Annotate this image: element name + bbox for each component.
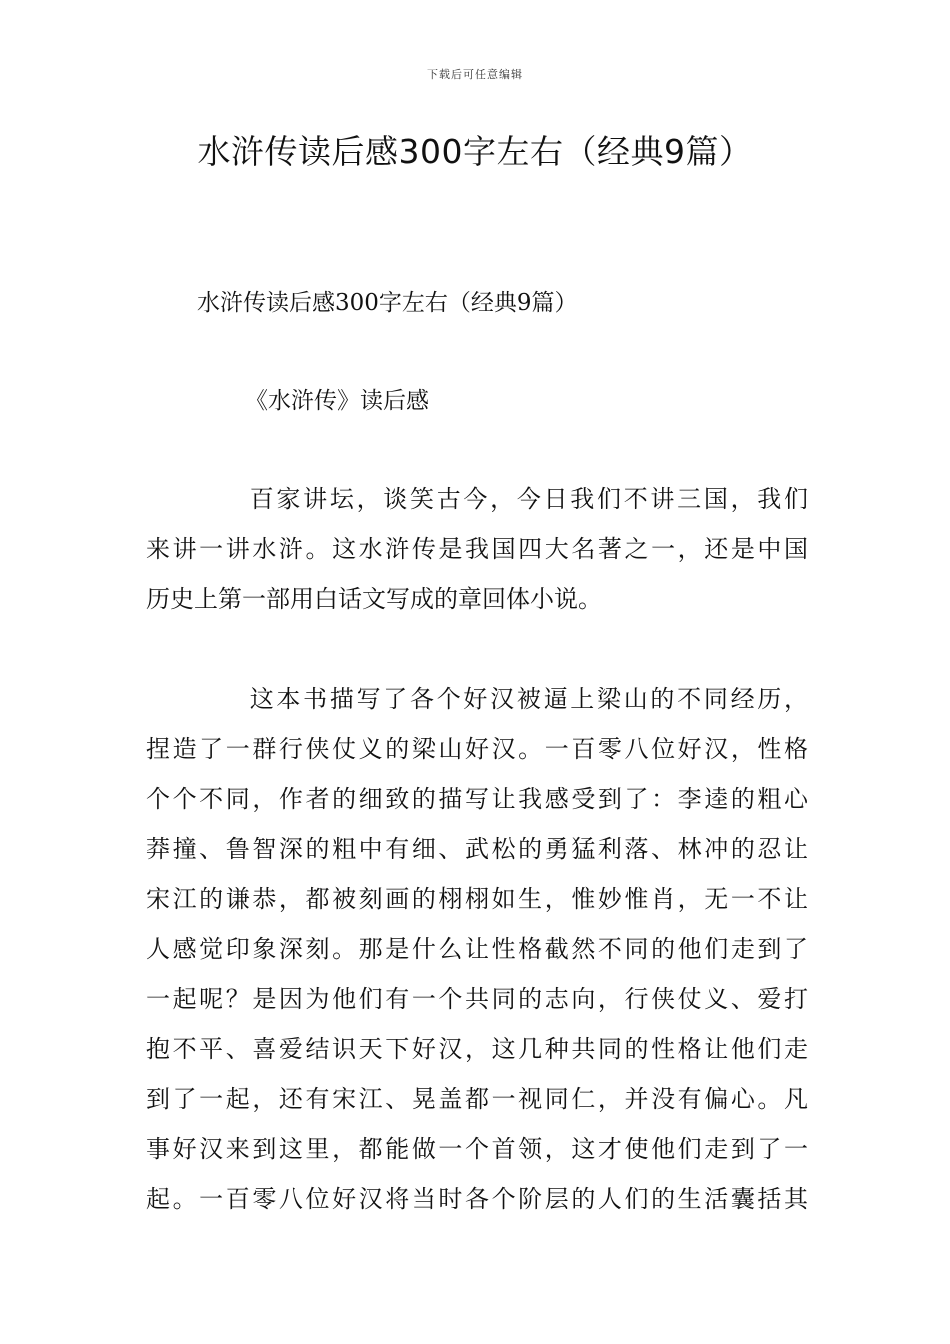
paragraph-line: 个个不同，作者的细致的描写让我感受到了：李逵的粗心 <box>146 785 808 813</box>
header-note: 下载后可任意编辑 <box>427 68 523 81</box>
section-subtitle: 《水浒传》读后感 <box>245 388 429 414</box>
paragraph-2 <box>146 674 808 1224</box>
document-title: 水浒传读后感300字左右（经典9篇） <box>197 132 753 171</box>
paragraph-line: 起。一百零八位好汉将当时各个阶层的人们的生活囊括其 <box>146 1185 808 1213</box>
paragraph-line: 这本书描写了各个好汉被逼上梁山的不同经历， <box>247 685 808 713</box>
paragraph-line: 人感觉印象深刻。那是什么让性格截然不同的他们走到了 <box>146 935 808 963</box>
paragraph-line: 百家讲坛，谈笑古今，今日我们不讲三国，我们 <box>247 485 808 513</box>
paragraph-line: 事好汉来到这里，都能做一个首领，这才使他们走到了一 <box>146 1135 808 1163</box>
paragraph-line: 一起呢？是因为他们有一个共同的志向，行侠仗义、爱打 <box>146 985 808 1013</box>
paragraph-line: 宋江的谦恭，都被刻画的栩栩如生，惟妙惟肖，无一不让 <box>146 885 808 913</box>
paragraph-line: 来讲一讲水浒。这水浒传是我国四大名著之一，还是中国 <box>146 535 808 563</box>
repeat-title: 水浒传读后感300字左右（经典9篇） <box>197 290 578 316</box>
paragraph-line: 抱不平、喜爱结识天下好汉，这几种共同的性格让他们走 <box>146 1035 808 1063</box>
paragraph-1 <box>146 474 808 624</box>
paragraph-line: 捏造了一群行侠仗义的梁山好汉。一百零八位好汉，性格 <box>146 735 808 763</box>
paragraph-line: 历史上第一部用白话文写成的章回体小说。 <box>146 585 602 613</box>
paragraph-line: 到了一起，还有宋江、晃盖都一视同仁，并没有偏心。凡 <box>146 1085 808 1113</box>
paragraph-line: 莽撞、鲁智深的粗中有细、武松的勇猛利落、林冲的忍让 <box>146 835 808 863</box>
